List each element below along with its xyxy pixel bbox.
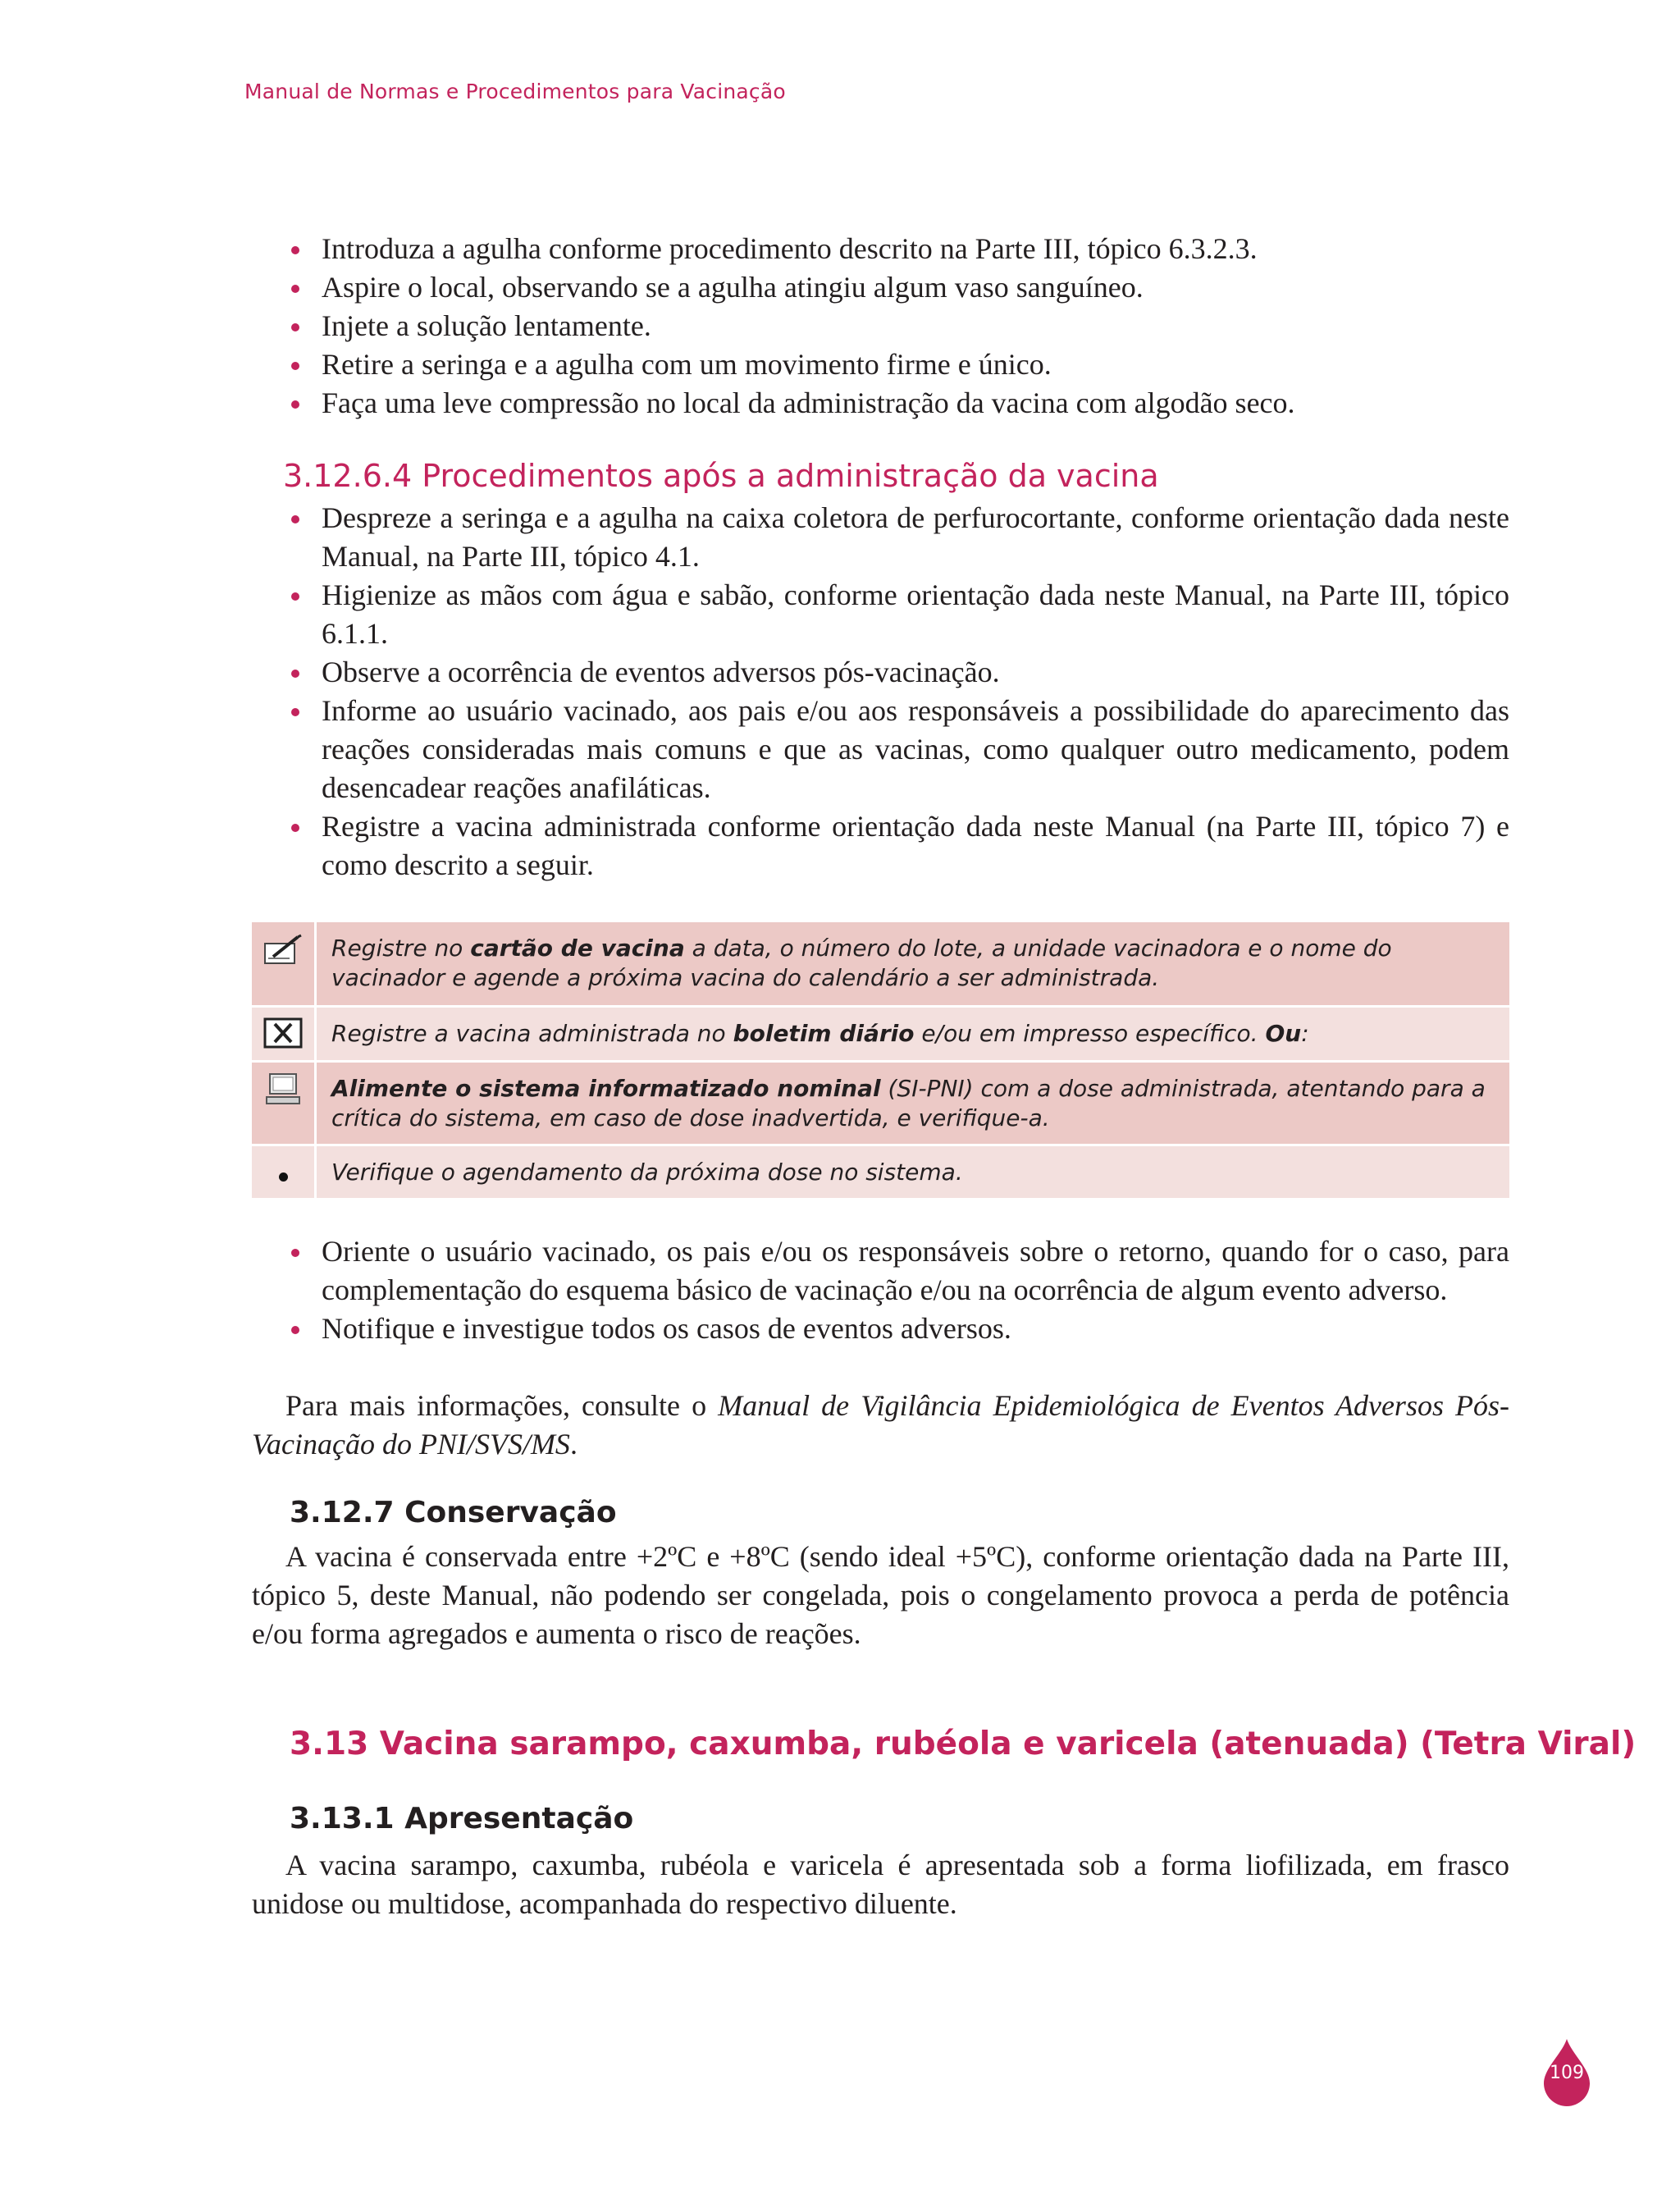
bullet-icon [291, 246, 299, 254]
table-row: Registre no cartão de vacina a data, o número do lote, a unidade vacinadora e o nome do vacinador e agende a próxima vacina do calendário a ser administrada. [252, 922, 1509, 1008]
section-heading-3-12-7: 3.12.7 Conservação [290, 1496, 617, 1529]
bullet-icon [291, 824, 299, 832]
list-item: Despreze a seringa e a agulha na caixa coletora de perfurocortante, conforme orientação dada neste Manual, na Parte III, tópico 4.1. [287, 499, 1509, 576]
section-heading-3-13: 3.13 Vacina sarampo, caxumba, rubéola e varicela (atenuada) (Tetra Viral) [290, 1726, 1637, 1762]
pen-card-icon [262, 934, 304, 967]
register-table [252, 922, 1509, 1200]
list-item: Notifique e investigue todos os casos de eventos adversos. [287, 1310, 1509, 1348]
bullet-list-after-table [287, 1232, 1509, 1348]
list-item: Higienize as mãos com água e sabão, conforme orientação dada neste Manual, na Parte III, tópico 6.1.1. [287, 576, 1509, 653]
running-header: Manual de Normas e Procedimentos para Vacinação [244, 80, 786, 103]
list-item: Introduza a agulha conforme procedimento descrito na Parte III, tópico 6.3.2.3. [287, 230, 1509, 268]
list-item: Oriente o usuário vacinado, os pais e/ou os responsáveis sobre o retorno, quando for o caso, para complementação do esquema básico de vacinação e/ou na ocorrência de algum evento adverso. [287, 1232, 1509, 1310]
bullet-icon [291, 362, 299, 370]
bullet-icon [291, 670, 299, 678]
computer-icon [265, 1072, 301, 1105]
bullet-list-top [287, 230, 1509, 423]
page-number: 109 [1550, 2063, 1584, 2083]
table-row: Verifique o agendamento da próxima dose no sistema. [252, 1146, 1509, 1200]
section-heading-3-12-6-4: 3.12.6.4 Procedimentos após a administração da vacina [283, 458, 1159, 494]
list-item: Retire a seringa e a agulha com um movimento firme e único. [287, 345, 1509, 384]
bullet-icon [291, 323, 299, 331]
table-row: Registre a vacina administrada no boletim diário e/ou em impresso específico. Ou: [252, 1008, 1509, 1063]
more-info-paragraph: Para mais informações, consulte o Manual de Vigilância Epidemiológica de Eventos Adversos Pós-Vacinação do PNI/SVS/MS. [252, 1389, 1510, 1460]
bullet-icon [291, 1326, 299, 1334]
conservation-paragraph: A vacina é conservada entre +2ºC e +8ºC (sendo ideal +5ºC), conforme orientação dada na Parte III, tópico 5, deste Manual, não podendo ser congelada, pois o congelamento provoca a perda de potência e/ou forma agregados e aumenta o risco de reações. [252, 1540, 1509, 1650]
bullet-icon [291, 285, 299, 293]
bullet-icon [279, 1172, 288, 1182]
list-item: Registre a vacina administrada conforme orientação dada neste Manual (na Parte III, tópico 7) e como descrito a seguir. [287, 807, 1509, 885]
bullet-list-after-admin [287, 499, 1509, 885]
list-item: Observe a ocorrência de eventos adversos pós-vacinação. [287, 653, 1509, 692]
presentation-paragraph: A vacina sarampo, caxumba, rubéola e varicela é apresentada sob a forma liofilizada, em frasco unidose ou multidose, acompanhada do respectivo diluente. [252, 1849, 1509, 1920]
bullet-icon [291, 515, 299, 523]
list-item: Aspire o local, observando se a agulha atingiu algum vaso sanguíneo. [287, 268, 1509, 307]
list-item: Informe ao usuário vacinado, aos pais e/ou aos responsáveis a possibilidade do aparecimento das reações consideradas mais comuns e que as vacinas, como qualquer outro medicamento, podem desencadear reações anafiláticas. [287, 692, 1509, 807]
table-row: Alimente o sistema informatizado nominal (SI-PNI) com a dose administrada, atentando para a crítica do sistema, em caso de dose inadvertida, e verifique-a. [252, 1063, 1509, 1146]
bullet-icon [291, 1249, 299, 1257]
checkbox-x-icon [263, 1017, 303, 1049]
bullet-icon [291, 708, 299, 716]
bullet-icon [291, 592, 299, 601]
bullet-icon [291, 400, 299, 409]
list-item: Faça uma leve compressão no local da administração da vacina com algodão seco. [287, 384, 1509, 423]
list-item: Injete a solução lentamente. [287, 307, 1509, 345]
section-heading-3-13-1: 3.13.1 Apresentação [290, 1802, 634, 1835]
